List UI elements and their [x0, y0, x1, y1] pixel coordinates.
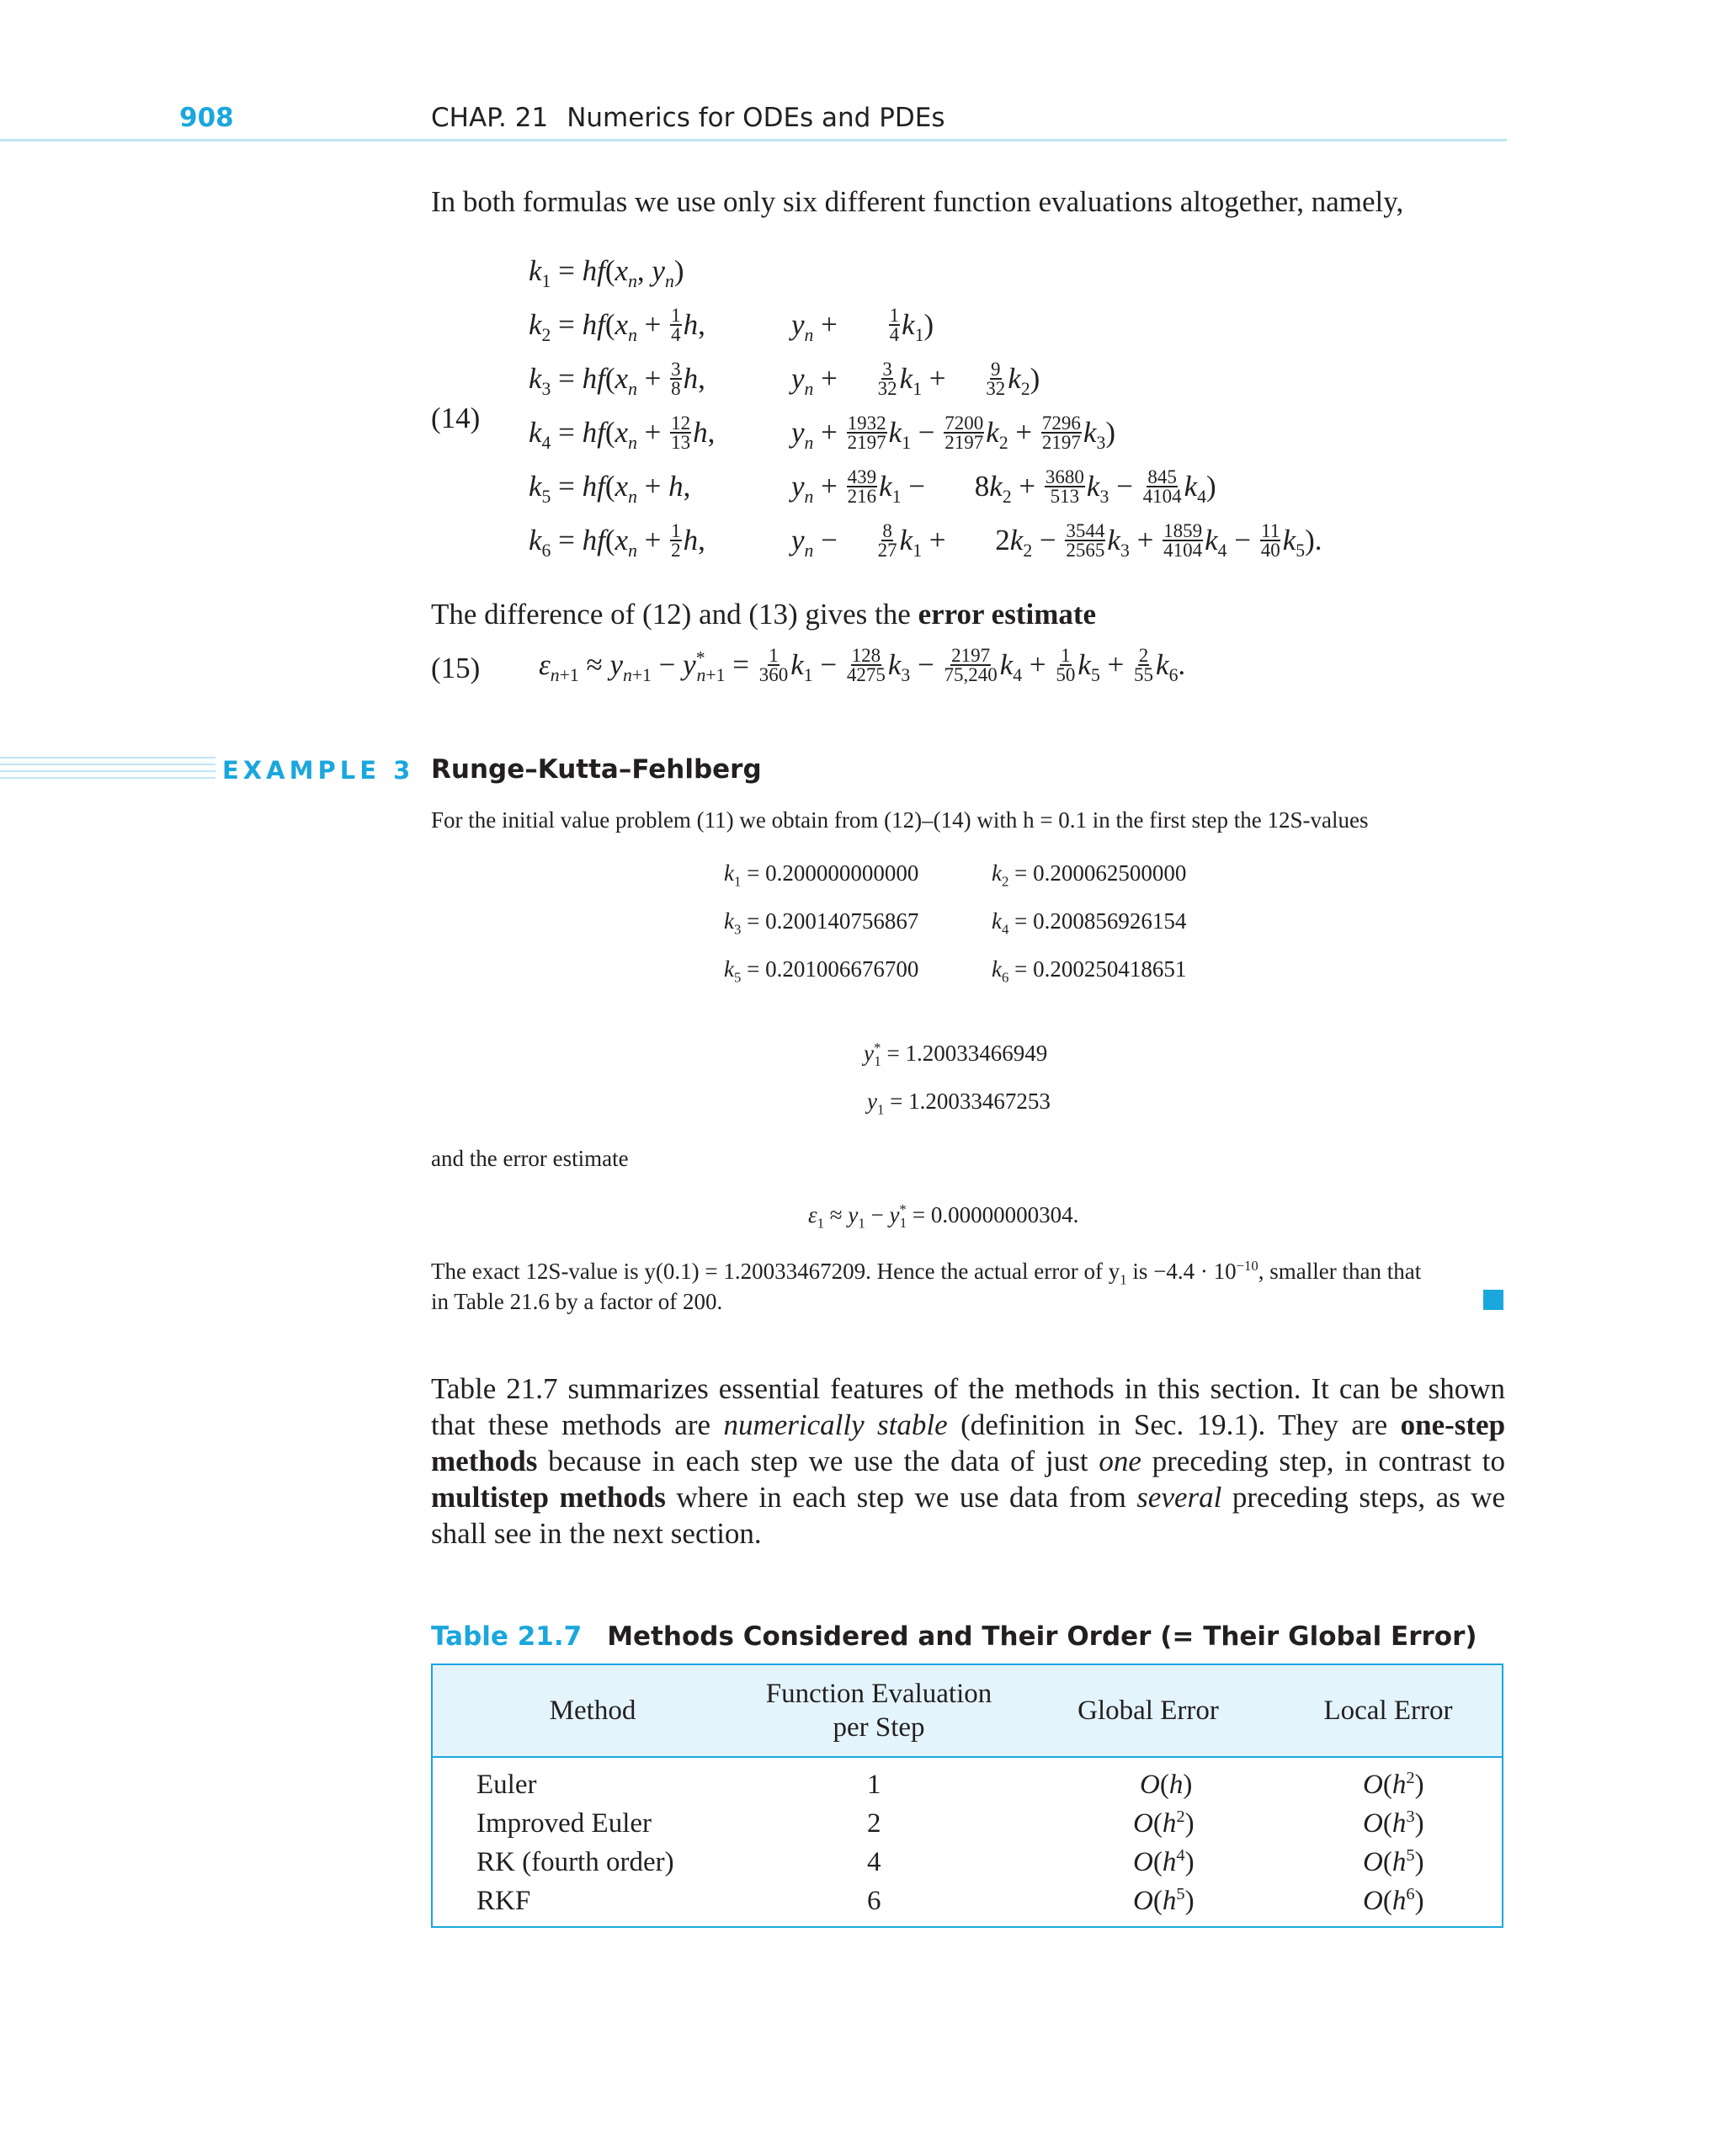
k6-value: $k_6 = 0.200250418651$	[992, 956, 1187, 986]
row-2-global: $O(h^2)$	[1133, 1807, 1195, 1839]
header-function-evaluation-line2: per Step	[833, 1712, 925, 1743]
epsilon1-value: $\varepsilon_1 \approx y_1 - y^*_1 = 0.00000000304$.	[808, 1201, 1079, 1232]
difference-text-main: The difference of (12) and (13) gives the	[431, 598, 911, 631]
epsilon1-number: 0.00000000304.	[930, 1202, 1079, 1227]
row-4-local: $O(h^6)$	[1363, 1885, 1424, 1916]
table-header-row	[433, 1665, 1502, 1758]
k3-number: 0.200140756867	[765, 908, 919, 934]
row-2-evals: 2	[867, 1808, 881, 1839]
row-2-local-var: h	[1391, 1808, 1407, 1839]
k6-number: 0.200250418651	[1033, 956, 1187, 982]
k1-number: 0.200000000000	[765, 860, 919, 886]
eq14-row-k5-lhs: $k_5 = hf(x_n + h$,	[529, 470, 691, 507]
summary-line-4-b: preceding steps, as we	[1232, 1481, 1506, 1514]
equation-label-15: (15)	[431, 652, 481, 684]
k4-number: 0.200856926154	[1033, 908, 1187, 934]
difference-text	[431, 596, 1096, 632]
summary-line-4-a: where in each step we use data from	[676, 1481, 1126, 1514]
k2-number: 0.200062500000	[1033, 860, 1187, 886]
eq14-row-k1: $k_1 = hf(x_n$, $y_n$)	[529, 254, 684, 291]
page-number: 908	[179, 103, 234, 133]
row-2-local-exp: 3	[1406, 1807, 1415, 1826]
row-1-local-var: h	[1391, 1770, 1407, 1800]
row-4-local-exp: 6	[1406, 1885, 1415, 1903]
row-3-local-exp: 5	[1406, 1846, 1415, 1865]
error-estimate-term: error estimate	[918, 598, 1097, 631]
k2-value: $k_2 = 0.200062500000$	[992, 860, 1187, 890]
row-1-local-exp: 2	[1406, 1769, 1415, 1787]
y1-star-value: $y^*_1 = 1.20033466949$	[864, 1040, 1048, 1070]
row-4-evals: 6	[867, 1886, 881, 1916]
row-3-method: RK (fourth order)	[476, 1847, 674, 1877]
summary-line-4	[431, 1479, 1505, 1515]
row-1-global: O(h)	[1140, 1770, 1193, 1800]
equation-15: $\varepsilon_{n+1} \approx y_{n+1} - y^*_{n+1}$ = $\frac{1}{360}$ $k_1$ − $\frac{128}{4275}$ $k_3$ − $\frac{2197}{75,240}$ $k_4$ + $\frac{1}{50}$ $k_5$ + $\frac{2}{55}$ $k_6$.	[539, 644, 1186, 685]
row-2-local: $O(h^3)$	[1363, 1807, 1424, 1839]
eq14-row-k4-lhs: $k_4 = hf(x_n$ + $\frac{12}{13}$ h,	[529, 412, 716, 453]
header-method: Method	[549, 1696, 636, 1726]
summary-line-3-a: because in each step we use the data of just	[548, 1445, 1088, 1477]
eq14-row-k5-rhs: $y_n$ + $\frac{439}{216}$ $k_1 - 8k_2$ + $\frac{3680}{513}$ $k_3$ − $\frac{845}{4104}$ $k_4$)	[791, 466, 1216, 507]
k5-value: $k_5 = 0.201006676700$	[724, 956, 919, 986]
k5-number: 0.201006676700	[765, 956, 919, 982]
header-global-error: Global Error	[1078, 1696, 1219, 1726]
header-function-evaluation-line1: Function Evaluation	[765, 1679, 992, 1709]
row-3-local: $O(h^5)$	[1363, 1846, 1424, 1877]
end-of-example-marker	[1483, 1290, 1503, 1310]
multistep-methods-term: multistep methods	[431, 1481, 666, 1514]
summary-line-1: Table 21.7 summarizes essential features of the methods in this section. It can be shown	[431, 1372, 1505, 1405]
row-3-global: $O(h^4)$	[1133, 1846, 1195, 1877]
row-3-evals: 4	[867, 1847, 881, 1877]
exact-value-line1: The exact 12S-value is y(0.1) = 1.20033467209. Hence the actual error of $y_1$ is $-4.4 \cdot 10^{-10}$, smaller than that	[431, 1258, 1422, 1288]
row-4-local-var: h	[1391, 1886, 1407, 1916]
error-text: and the error estimate	[431, 1146, 629, 1171]
row-3-global-var: h	[1162, 1847, 1177, 1877]
intro-text: In both formulas we use only six different function evaluations altogether, namely,	[431, 185, 1404, 218]
equation-label-14: (14)	[431, 402, 481, 434]
example-intro: For the initial value problem (11) we obtain from (12)–(14) with h = 0.1 in the first step the 12S-values	[431, 807, 1369, 833]
summary-line-2-b: (definition in Sec. 19.1). They are	[960, 1408, 1388, 1441]
row-1-evals: 1	[867, 1770, 881, 1800]
row-4-method: RKF	[476, 1886, 531, 1916]
eq14-row-k2-rhs: $y_n$ + $\frac{1}{4}$ $k_1$)	[791, 304, 934, 345]
row-1-method: Euler	[476, 1770, 537, 1800]
summary-line-3-b: preceding step, in contrast to	[1152, 1445, 1506, 1477]
chapter-title: Numerics for ODEs and PDEs	[567, 103, 945, 133]
y1-star-number: 1.20033466949	[905, 1041, 1048, 1066]
row-3-global-exp: 4	[1176, 1846, 1185, 1865]
table-title: Methods Considered and Their Order (= Their Global Error)	[607, 1621, 1477, 1652]
methods-term: methods	[431, 1445, 538, 1477]
y1-number: 1.20033467253	[908, 1089, 1051, 1114]
eq14-row-k3-lhs: $k_3 = hf(x_n$ + $\frac{3}{8}$ h,	[529, 358, 705, 399]
exact-value-exponent: −10	[1236, 1258, 1258, 1274]
y1-value: $y_1 = 1.20033467253$	[867, 1089, 1051, 1118]
k1-value: $k_1 = 0.200000000000$	[724, 860, 919, 890]
numerically-stable-term: numerically stable	[723, 1408, 948, 1441]
k3-value: $k_3 = 0.200140756867$	[724, 908, 919, 938]
row-1-local: $O(h^2)$	[1363, 1769, 1424, 1800]
exact-value-line1-tail: , smaller than that	[1258, 1259, 1422, 1284]
exact-value-line1-text: The exact 12S-value is y(0.1) = 1.20033467209. Hence the actual error of y	[431, 1259, 1120, 1284]
row-2-global-exp: 2	[1176, 1807, 1185, 1826]
equation-system-14	[0, 0, 1724, 589]
one-step-term: one-step	[1400, 1408, 1506, 1441]
one-term: one	[1099, 1445, 1141, 1477]
summary-line-5: shall see in the next section.	[431, 1517, 762, 1550]
k4-value: $k_4 = 0.200856926154$	[992, 908, 1187, 938]
summary-line-2-a: that these methods are	[431, 1408, 711, 1441]
example-label: EXAMPLE 3	[216, 756, 414, 785]
table-caption	[431, 1621, 1477, 1652]
row-4-global-var: h	[1162, 1886, 1177, 1916]
summary-line-3	[431, 1443, 1505, 1479]
exact-value-line2: in Table 21.6 by a factor of 200.	[431, 1289, 723, 1314]
row-2-method: Improved Euler	[476, 1808, 652, 1839]
eq14-row-k4-rhs: $y_n$ + $\frac{1932}{2197}$ $k_1$ − $\frac{7200}{2197}$ $k_2$ + $\frac{7296}{2197}$ $k_3$)	[791, 412, 1115, 453]
eq14-row-k3-rhs: $y_n$ + $\frac{3}{32}$ $k_1$ + $\frac{9}{32}$ $k_2$)	[791, 358, 1040, 399]
header-function-evaluation	[736, 1677, 1022, 1744]
eq14-row-k6-lhs: $k_6 = hf(x_n$ + $\frac{1}{2}$ h,	[529, 519, 705, 561]
row-2-global-var: h	[1162, 1808, 1177, 1839]
row-4-global-exp: 5	[1176, 1885, 1185, 1903]
eq14-row-k2-lhs: $k_2 = hf(x_n$ + $\frac{1}{4}$ h,	[529, 304, 705, 345]
chapter-number: CHAP. 21	[431, 103, 549, 133]
row-3-local-var: h	[1391, 1847, 1407, 1877]
header-local-error: Local Error	[1323, 1696, 1453, 1726]
summary-paragraph	[431, 1371, 1505, 1552]
row-1-global-var: h	[1168, 1770, 1184, 1800]
several-term: several	[1136, 1481, 1222, 1514]
summary-line-2	[431, 1407, 1505, 1443]
methods-table	[431, 1664, 1503, 1928]
example-title: Runge–Kutta–Fehlberg	[431, 754, 762, 785]
exact-value-line1-error: is −4.4 · 10	[1132, 1259, 1237, 1284]
table-number: Table 21.7	[431, 1621, 583, 1652]
eq14-row-k6-rhs: $y_n$ − $\frac{8}{27}$ $k_1 + 2k_2$ − $\frac{3544}{2565}$ $k_3$ + $\frac{1859}{4104}$ $k_4$ − $\frac{11}{40}$ $k_5$).	[791, 519, 1322, 561]
row-4-global: $O(h^5)$	[1133, 1885, 1195, 1916]
